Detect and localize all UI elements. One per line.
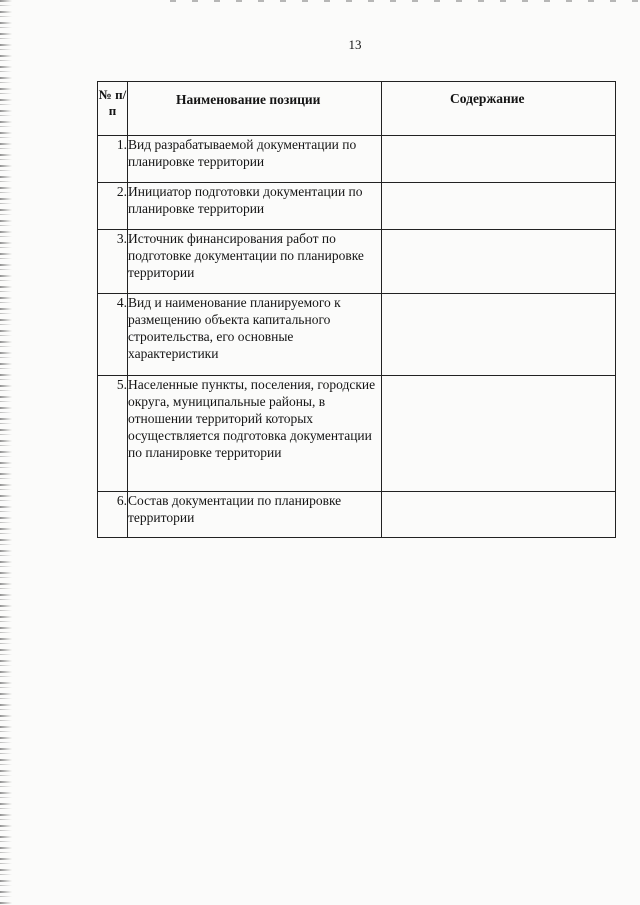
row-num: 6. [98, 492, 128, 538]
row-num: 3. [98, 230, 128, 294]
row-name: Источник финансирования работ по подготовке документации по планировке территории [128, 230, 382, 294]
row-name: Инициатор подготовки документации по планировке территории [128, 183, 382, 230]
header-content: Содержание [382, 82, 616, 136]
table-row [98, 492, 616, 538]
row-name: Вид разрабатываемой документации по планировке территории [128, 136, 382, 183]
row-content [382, 136, 616, 183]
row-content [382, 294, 616, 376]
row-name: Населенные пункты, поселения, городские округа, муниципальные районы, в отношении территорий которых осуществляется подготовка документации по планировке территории [128, 376, 382, 492]
scan-edge-noise [0, 0, 12, 905]
table-row [98, 183, 616, 230]
row-name: Состав документации по планировке территории [128, 492, 382, 538]
page-number: 13 [348, 37, 362, 52]
table-row [98, 230, 616, 294]
header-num: № п/п [98, 82, 128, 136]
row-num: 2. [98, 183, 128, 230]
row-num: 1. [98, 136, 128, 183]
table-header-row [98, 82, 616, 136]
row-content [382, 183, 616, 230]
table-row [98, 294, 616, 376]
table-row [98, 136, 616, 183]
row-content [382, 492, 616, 538]
row-content [382, 376, 616, 492]
row-name: Вид и наименование планируемого к размещению объекта капитального строительства, его основные характеристики [128, 294, 382, 376]
scan-top-noise [170, 0, 640, 2]
position-table [97, 81, 616, 538]
table-row [98, 376, 616, 492]
row-num: 4. [98, 294, 128, 376]
row-num: 5. [98, 376, 128, 492]
row-content [382, 230, 616, 294]
header-name: Наименование позиции [128, 82, 382, 136]
